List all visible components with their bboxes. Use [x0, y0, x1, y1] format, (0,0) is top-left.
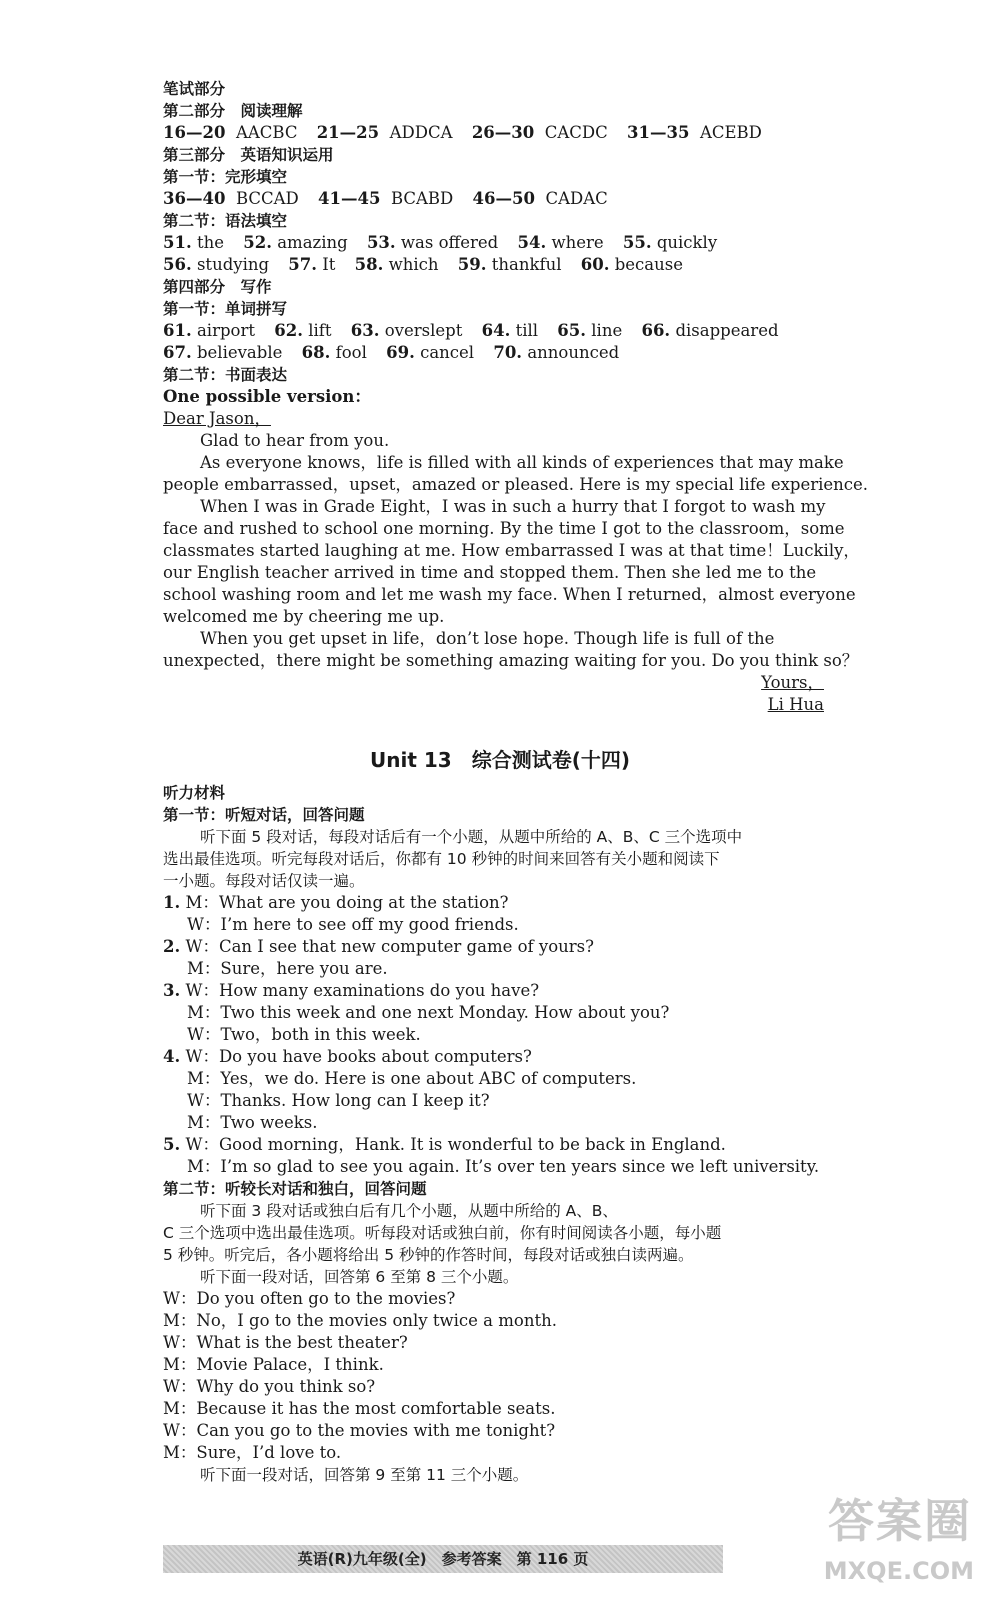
listening-title: 听力材料	[163, 784, 226, 802]
grammar-answers-row2: 56. studying 57. It 58. which 59. thankful 60. because	[163, 255, 683, 274]
letter-line: As everyone knows，life is filled with all kinds of experiences that may make	[200, 453, 844, 472]
spelling-answers-row1: 61. airport 62. lift 63. overslept 64. till 65. line 66. disappeared	[163, 321, 779, 340]
dialogue-line: M：Two this week and one next Monday. How about you?	[187, 1003, 670, 1022]
dialogue-line: 1. M：What are you doing at the station?	[163, 893, 509, 912]
instruction-line: 听下面 3 段对话或独白后有几个小题，从题中所给的 A、B、	[200, 1202, 618, 1220]
dialogue-line: 3. W：How many examinations do you have?	[163, 981, 540, 1000]
dialogue-line: M：I’m so glad to see you again. It’s over ten years since we left university.	[187, 1157, 820, 1176]
letter-line: school washing room and let me wash my face. When I returned，almost everyone	[163, 585, 856, 604]
grammar-answers-row1: 51. the 52. amazing 53. was offered 54. where 55. quickly	[163, 233, 718, 252]
instruction-line: 一小题。每段对话仅读一遍。	[163, 872, 365, 890]
dialogue-line: M：No，I go to the movies only twice a month.	[163, 1311, 557, 1330]
dialogue-line: 4. W：Do you have books about computers?	[163, 1047, 532, 1066]
footer-text: 英语(R)九年级(全) 参考答案 第 116 页	[297, 1550, 589, 1568]
version-label: One possible version：	[163, 387, 371, 406]
dialogue-line: W：Thanks. How long can I keep it?	[187, 1091, 490, 1110]
letter-line: welcomed me by cheering me up.	[163, 607, 445, 626]
letter-signature: Li Hua	[767, 695, 824, 714]
watermark-text: 答案圈	[828, 1494, 972, 1548]
spelling-answers-row2: 67. believable 68. fool 69. cancel 70. announced	[163, 343, 620, 362]
letter-line: our English teacher arrived in time and stopped them. Then she led me to the	[163, 563, 817, 582]
instruction-line: 选出最佳选项。听完每段对话后，你都有 10 秒钟的时间来回答有关小题和阅读下	[163, 850, 720, 868]
dialogue-line: 5. W：Good morning，Hank. It is wonderful to be back in England.	[163, 1135, 726, 1154]
grammar-title: 第二节：语法填空	[163, 212, 288, 230]
letter-line: people embarrassed，upset，amazed or pleased. Here is my special life experience.	[163, 475, 869, 494]
letter-line: Glad to hear from you.	[200, 431, 390, 450]
letter-line: When I was in Grade Eight，I was in such a hurry that I forgot to wash my	[200, 497, 826, 516]
unit-title: Unit 13 综合测试卷(十四)	[370, 748, 630, 772]
letter-line: When you get upset in life，don’t lose hope. Though life is full of the	[200, 629, 775, 648]
dialogue-line: W：Two，both in this week.	[187, 1025, 421, 1044]
part2-title: 第二部分 阅读理解	[163, 102, 303, 120]
dialogue-line: 2. W：Can I see that new computer game of yours?	[163, 937, 594, 956]
instruction-line: 听下面 5 段对话，每段对话后有一个小题，从题中所给的 A、B、C 三个选项中	[200, 828, 743, 846]
dialogue-line: M：Because it has the most comfortable seats.	[163, 1399, 556, 1418]
dialogue-line: M：Yes，we do. Here is one about ABC of computers.	[187, 1069, 637, 1088]
dialogue-line: W：Why do you think so?	[163, 1377, 376, 1396]
instruction-line: 5 秒钟。听完后，各小题将给出 5 秒钟的作答时间，每段对话或独白读两遍。	[163, 1246, 694, 1264]
dialogue-line: W：Do you often go to the movies?	[163, 1289, 456, 1308]
dialogue6-intro: 听下面一段对话，回答第 6 至第 8 三个小题。	[200, 1268, 519, 1286]
dialogue-line: M：Sure，here you are.	[187, 959, 388, 978]
writing-title: 第二节：书面表达	[163, 366, 288, 384]
listening-sec1-title: 第一节：听短对话，回答问题	[163, 806, 365, 824]
dialogue-line: W：What is the best theater?	[163, 1333, 408, 1352]
part4-title: 第四部分 写作	[163, 278, 272, 296]
cloze-answers: 36—40 BCCAD 41—45 BCABD 46—50 CADAC	[163, 189, 608, 208]
spelling-title: 第一节：单词拼写	[163, 300, 288, 318]
part3-title: 第三部分 英语知识运用	[163, 146, 334, 164]
dialogue9-intro: 听下面一段对话，回答第 9 至第 11 三个小题。	[200, 1466, 529, 1484]
watermark-logo	[795, 1493, 980, 1593]
letter-line: unexpected，there might be something amazing waiting for you. Do you think so？	[163, 651, 859, 670]
letter-line: face and rushed to school one morning. By the time I got to the classroom，some	[163, 519, 845, 538]
dialogue-line: M：Sure，I’d love to.	[163, 1443, 342, 1462]
instruction-line: C 三个选项中选出最佳选项。听每段对话或独白前，你有时间阅读各小题，每小题	[163, 1224, 722, 1242]
listening-sec2-title: 第二节：听较长对话和独白，回答问题	[163, 1180, 427, 1198]
letter-line: classmates started laughing at me. How embarrassed I was at that time！Luckily，	[163, 541, 860, 560]
cloze-title: 第一节：完形填空	[163, 168, 288, 186]
dialogue-line: W：Can you go to the movies with me tonight?	[163, 1421, 556, 1440]
page-footer	[163, 1545, 723, 1573]
written-section-title: 笔试部分	[163, 80, 226, 98]
dialogue-line: M：Movie Palace，I think.	[163, 1355, 384, 1374]
reading-answers: 16—20 AACBC 21—25 ADDCA 26—30 CACDC 31—35 ACEBD	[163, 123, 762, 142]
dialogue-line: W：I’m here to see off my good friends.	[187, 915, 519, 934]
letter-salutation: Dear Jason，	[163, 409, 271, 428]
watermark-url: MXQE.COM	[823, 1557, 974, 1585]
dialogue-line: M：Two weeks.	[187, 1113, 318, 1132]
letter-closing: Yours，	[761, 673, 824, 692]
